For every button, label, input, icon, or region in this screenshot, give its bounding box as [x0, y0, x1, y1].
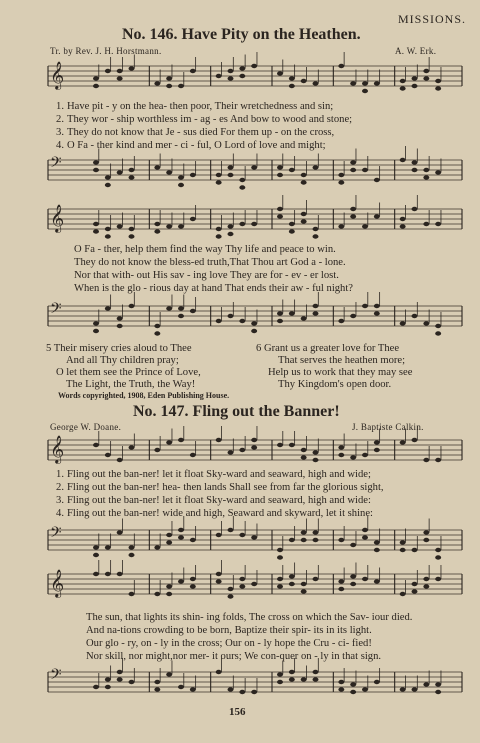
lyric-line: 2. Fling out the ban-ner! hea- then lands Shall see from far the glorious sight, — [56, 482, 384, 493]
music-staff-bass — [48, 666, 462, 698]
music-staff-treble — [48, 434, 462, 466]
svg-text:𝄞: 𝄞 — [50, 204, 65, 232]
lyric-line: They do not know the bless-ed truth,That Thou art God a - lone. — [74, 257, 346, 268]
lyric-line: The sun, that lights its shin- ing folds, The cross on which the Sav- iour died. — [86, 612, 413, 623]
lyric-line: 4. Fling out the ban-ner! wide and high, Seaward and skyward, let it shine: — [56, 508, 373, 519]
hymn-146-stanza-5: 5 Their misery cries aloud to Thee And all Thy children pray; O let them see the Prince of Love, The Light, the Truth, the Way! — [46, 343, 201, 390]
hymn-147-author: George W. Doane. — [50, 422, 122, 432]
music-staff-treble — [48, 60, 462, 96]
hymn-146-composer: A. W. Erk. — [395, 46, 437, 56]
music-staff-bass — [48, 300, 462, 332]
lyric-line: And na-tions crowding to be born, Baptize their spir- its in its light. — [86, 625, 372, 636]
lyric-line: 2. They wor - ship worthless im - ag - es And bow to wood and stone; — [56, 114, 353, 125]
lyric-line: 4. O Fa - ther kind and mer - ci - ful, O Lord of love and might; — [56, 140, 326, 151]
hymn-146-title: No. 146. Have Pity on the Heathen. — [122, 26, 361, 43]
hymn-146-translator: Tr. by Rev. J. H. Horstmann. — [50, 46, 162, 56]
svg-text:𝄞: 𝄞 — [50, 435, 65, 463]
section-heading: MISSIONS. — [397, 12, 466, 26]
lyric-line: Nor that with- out His sav - ing love They are for - ev - er lost. — [74, 270, 339, 281]
lyric-line: 1. Have pit - y on the hea- then poor, Their wretchedness and sin; — [56, 101, 334, 112]
copyright-note: Words copyrighted, 1908, Eden Publishing House. — [58, 391, 230, 400]
hymn-146-verse-lines-1 — [50, 100, 352, 152]
hymn-147-verse-lines-1 — [50, 468, 384, 520]
svg-text:𝄞: 𝄞 — [50, 61, 65, 89]
lyric-line: Our glo - ry, on - ly in the cross; Our on - ly hope the Cru - ci- fied! — [86, 638, 372, 649]
hymn-147-composer: J. Baptiste Calkin. — [352, 422, 424, 432]
lyric-line: 1. Fling out the ban-ner! let it float Sky-ward and seaward, high and wide; — [56, 469, 371, 480]
music-staff-bass — [48, 524, 462, 554]
music-staff-bass — [48, 154, 462, 186]
hymn-147-verse-lines-2 — [86, 611, 412, 663]
hymn-146-stanza-6: 6 Grant us a greater love for Thee That serves the heathen more; Help us to work that they may see Thy Kingdom's open door. — [256, 343, 413, 390]
lyric-line: Nor skill, nor might,nor mer- it ours; We con-quer on - ly in that sign. — [86, 651, 382, 662]
lyric-line: 3. Fling out the ban-ner! let it float Sky-ward and seaward, high and wide: — [56, 495, 371, 506]
lyric-line: O Fa - ther, help them find the way Thy life and peace to win. — [74, 244, 336, 255]
lyric-line: 3. They do not know that Je - sus died For them up - on the cross, — [56, 127, 335, 138]
music-staff-treble — [48, 203, 462, 239]
svg-text:𝄞: 𝄞 — [50, 569, 65, 597]
svg-text:𝄢: 𝄢 — [50, 524, 62, 545]
svg-text:𝄢: 𝄢 — [50, 154, 62, 175]
hymn-147-title: No. 147. Fling out the Banner! — [133, 403, 340, 420]
lyric-line: When is the glo - rious day at hand That ends their aw - ful night? — [74, 283, 353, 294]
music-staff-treble — [48, 568, 462, 604]
svg-text:𝄢: 𝄢 — [50, 666, 62, 687]
svg-text:𝄢: 𝄢 — [50, 300, 62, 321]
hymn-146-verse-lines-2 — [74, 243, 353, 295]
page-number: 156 — [229, 706, 246, 718]
